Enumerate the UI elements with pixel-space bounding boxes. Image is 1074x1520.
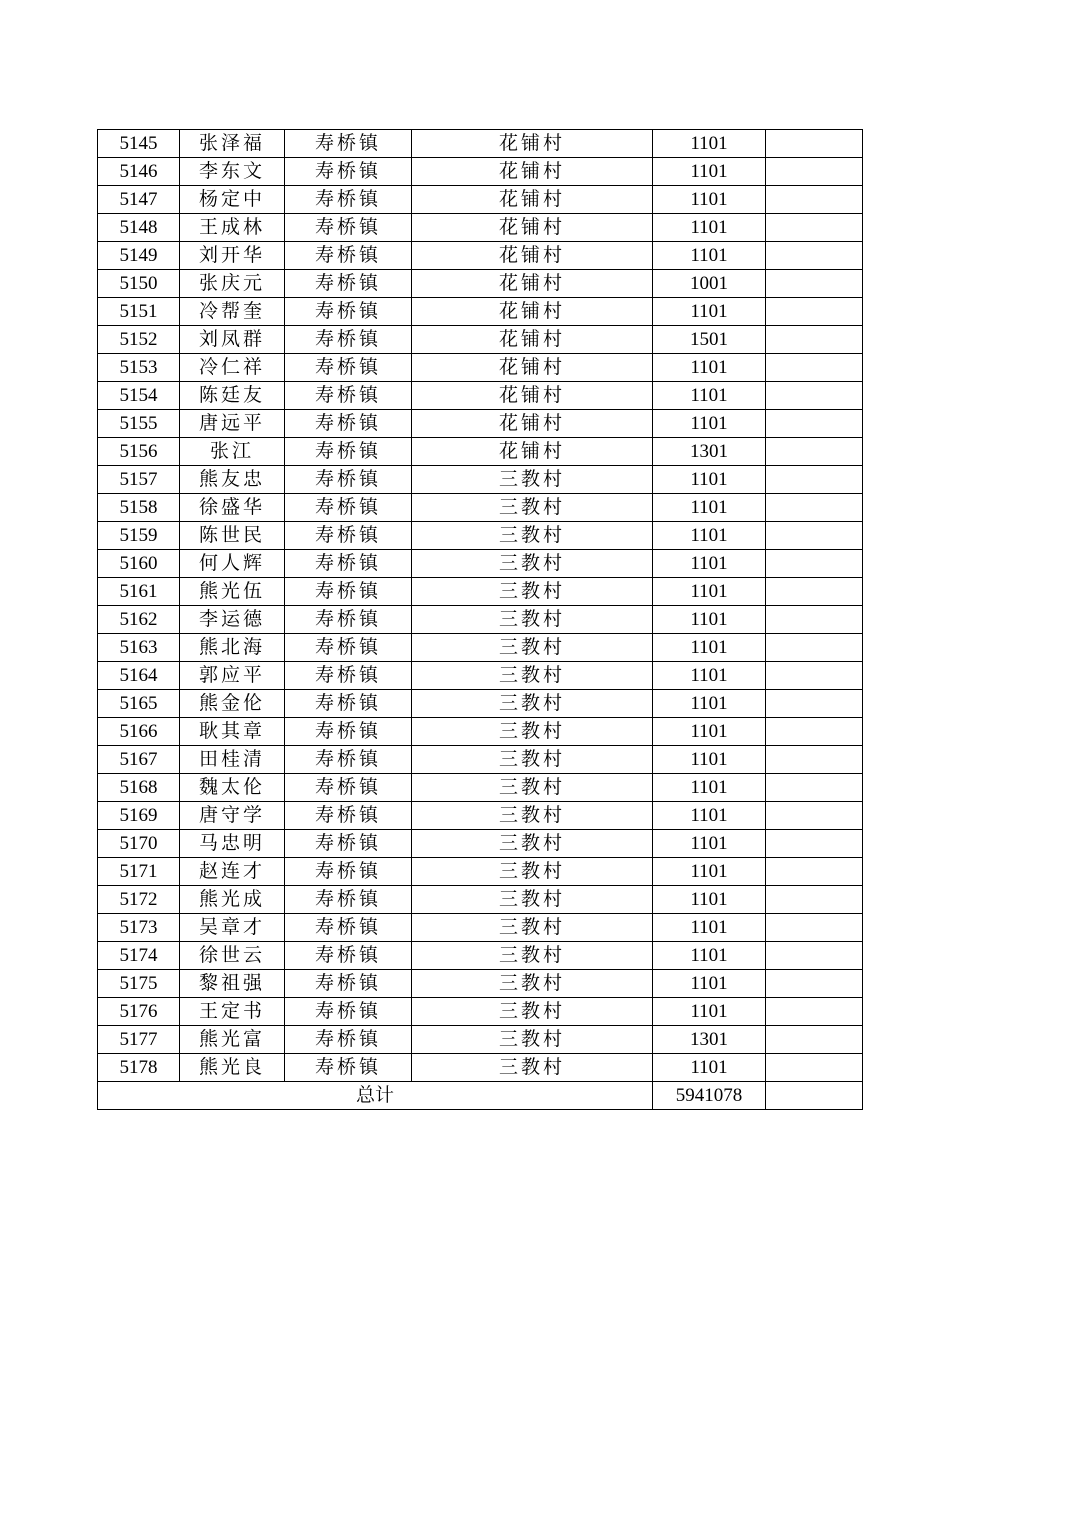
cell-blank <box>766 550 863 578</box>
cell-amount: 1101 <box>653 858 766 886</box>
cell-amount: 1101 <box>653 550 766 578</box>
table-row <box>98 718 863 746</box>
cell-name: 张泽福 <box>180 130 285 158</box>
table-row <box>98 830 863 858</box>
table-row <box>98 550 863 578</box>
cell-number: 5156 <box>98 438 180 466</box>
cell-amount: 1301 <box>653 438 766 466</box>
cell-name: 陈世民 <box>180 522 285 550</box>
table-body <box>98 130 863 1082</box>
cell-number: 5147 <box>98 186 180 214</box>
cell-village: 花铺村 <box>412 214 653 242</box>
cell-village: 花铺村 <box>412 298 653 326</box>
cell-village: 三教村 <box>412 830 653 858</box>
cell-amount: 1101 <box>653 718 766 746</box>
cell-number: 5161 <box>98 578 180 606</box>
cell-name: 张江 <box>180 438 285 466</box>
data-table <box>97 129 863 1110</box>
cell-village: 三教村 <box>412 774 653 802</box>
table-row <box>98 1026 863 1054</box>
cell-blank <box>766 438 863 466</box>
cell-amount: 1101 <box>653 1054 766 1082</box>
cell-name: 李东文 <box>180 158 285 186</box>
cell-village: 三教村 <box>412 634 653 662</box>
cell-name: 熊金伦 <box>180 690 285 718</box>
cell-village: 三教村 <box>412 886 653 914</box>
cell-amount: 1101 <box>653 774 766 802</box>
table-row <box>98 270 863 298</box>
cell-blank <box>766 578 863 606</box>
table-row <box>98 1054 863 1082</box>
cell-name: 王定书 <box>180 998 285 1026</box>
cell-blank <box>766 802 863 830</box>
cell-town: 寿桥镇 <box>285 690 412 718</box>
cell-village: 花铺村 <box>412 186 653 214</box>
cell-number: 5172 <box>98 886 180 914</box>
cell-town: 寿桥镇 <box>285 662 412 690</box>
table-row <box>98 970 863 998</box>
cell-blank <box>766 130 863 158</box>
cell-name: 熊光良 <box>180 1054 285 1082</box>
cell-blank <box>766 970 863 998</box>
table-row <box>98 466 863 494</box>
cell-number: 5173 <box>98 914 180 942</box>
cell-number: 5166 <box>98 718 180 746</box>
cell-number: 5169 <box>98 802 180 830</box>
cell-amount: 1101 <box>653 942 766 970</box>
table-row <box>98 942 863 970</box>
cell-village: 花铺村 <box>412 270 653 298</box>
cell-amount: 1101 <box>653 382 766 410</box>
cell-amount: 1101 <box>653 606 766 634</box>
table-row <box>98 886 863 914</box>
cell-blank <box>766 662 863 690</box>
cell-amount: 1101 <box>653 214 766 242</box>
cell-number: 5145 <box>98 130 180 158</box>
cell-amount: 1101 <box>653 130 766 158</box>
cell-amount: 1101 <box>653 494 766 522</box>
cell-blank <box>766 718 863 746</box>
cell-name: 田桂清 <box>180 746 285 774</box>
cell-village: 花铺村 <box>412 130 653 158</box>
cell-town: 寿桥镇 <box>285 830 412 858</box>
cell-name: 耿其章 <box>180 718 285 746</box>
cell-name: 张庆元 <box>180 270 285 298</box>
cell-village: 花铺村 <box>412 438 653 466</box>
cell-village: 三教村 <box>412 718 653 746</box>
cell-amount: 1101 <box>653 886 766 914</box>
cell-amount: 1101 <box>653 466 766 494</box>
cell-number: 5157 <box>98 466 180 494</box>
cell-number: 5151 <box>98 298 180 326</box>
cell-number: 5168 <box>98 774 180 802</box>
total-row <box>98 1082 863 1110</box>
cell-village: 花铺村 <box>412 326 653 354</box>
cell-village: 三教村 <box>412 1054 653 1082</box>
cell-village: 三教村 <box>412 998 653 1026</box>
cell-number: 5171 <box>98 858 180 886</box>
cell-name: 熊光富 <box>180 1026 285 1054</box>
cell-name: 何人辉 <box>180 550 285 578</box>
cell-village: 三教村 <box>412 970 653 998</box>
cell-amount: 1101 <box>653 914 766 942</box>
cell-name: 刘开华 <box>180 242 285 270</box>
cell-name: 唐远平 <box>180 410 285 438</box>
cell-amount: 1101 <box>653 690 766 718</box>
cell-town: 寿桥镇 <box>285 606 412 634</box>
cell-village: 三教村 <box>412 550 653 578</box>
cell-number: 5164 <box>98 662 180 690</box>
cell-number: 5158 <box>98 494 180 522</box>
cell-number: 5146 <box>98 158 180 186</box>
cell-name: 魏太伦 <box>180 774 285 802</box>
cell-village: 花铺村 <box>412 410 653 438</box>
cell-town: 寿桥镇 <box>285 746 412 774</box>
cell-town: 寿桥镇 <box>285 354 412 382</box>
cell-amount: 1501 <box>653 326 766 354</box>
cell-number: 5178 <box>98 1054 180 1082</box>
table-row <box>98 494 863 522</box>
cell-amount: 1101 <box>653 634 766 662</box>
table-row <box>98 914 863 942</box>
cell-blank <box>766 942 863 970</box>
cell-village: 三教村 <box>412 578 653 606</box>
cell-town: 寿桥镇 <box>285 326 412 354</box>
cell-name: 徐盛华 <box>180 494 285 522</box>
table-row <box>98 242 863 270</box>
cell-number: 5155 <box>98 410 180 438</box>
cell-number: 5167 <box>98 746 180 774</box>
cell-number: 5177 <box>98 1026 180 1054</box>
cell-town: 寿桥镇 <box>285 438 412 466</box>
cell-village: 三教村 <box>412 746 653 774</box>
cell-amount: 1101 <box>653 298 766 326</box>
cell-number: 5159 <box>98 522 180 550</box>
table-row <box>98 802 863 830</box>
cell-village: 三教村 <box>412 662 653 690</box>
table-row <box>98 606 863 634</box>
cell-number: 5152 <box>98 326 180 354</box>
cell-number: 5153 <box>98 354 180 382</box>
cell-amount: 1101 <box>653 662 766 690</box>
cell-amount: 1101 <box>653 186 766 214</box>
cell-blank <box>766 494 863 522</box>
cell-name: 冷仁祥 <box>180 354 285 382</box>
cell-town: 寿桥镇 <box>285 1054 412 1082</box>
cell-blank <box>766 242 863 270</box>
cell-town: 寿桥镇 <box>285 1026 412 1054</box>
cell-name: 熊光伍 <box>180 578 285 606</box>
table-row <box>98 354 863 382</box>
cell-town: 寿桥镇 <box>285 298 412 326</box>
cell-name: 马忠明 <box>180 830 285 858</box>
cell-town: 寿桥镇 <box>285 970 412 998</box>
cell-town: 寿桥镇 <box>285 942 412 970</box>
cell-name: 熊友忠 <box>180 466 285 494</box>
cell-town: 寿桥镇 <box>285 186 412 214</box>
table-row <box>98 438 863 466</box>
cell-amount: 1101 <box>653 578 766 606</box>
table-row <box>98 410 863 438</box>
cell-blank <box>766 158 863 186</box>
cell-town: 寿桥镇 <box>285 466 412 494</box>
cell-town: 寿桥镇 <box>285 886 412 914</box>
cell-blank <box>766 774 863 802</box>
cell-blank <box>766 606 863 634</box>
cell-village: 花铺村 <box>412 242 653 270</box>
cell-village: 三教村 <box>412 858 653 886</box>
cell-blank <box>766 1026 863 1054</box>
cell-town: 寿桥镇 <box>285 774 412 802</box>
table-row <box>98 998 863 1026</box>
cell-name: 唐守学 <box>180 802 285 830</box>
cell-name: 李运德 <box>180 606 285 634</box>
cell-blank <box>766 270 863 298</box>
cell-village: 三教村 <box>412 802 653 830</box>
cell-blank <box>766 214 863 242</box>
cell-name: 王成林 <box>180 214 285 242</box>
cell-town: 寿桥镇 <box>285 158 412 186</box>
cell-blank <box>766 690 863 718</box>
cell-town: 寿桥镇 <box>285 130 412 158</box>
cell-town: 寿桥镇 <box>285 242 412 270</box>
cell-village: 三教村 <box>412 1026 653 1054</box>
cell-town: 寿桥镇 <box>285 522 412 550</box>
cell-name: 刘凤群 <box>180 326 285 354</box>
cell-village: 三教村 <box>412 494 653 522</box>
table-row <box>98 186 863 214</box>
table-row <box>98 214 863 242</box>
cell-number: 5175 <box>98 970 180 998</box>
cell-town: 寿桥镇 <box>285 718 412 746</box>
cell-town: 寿桥镇 <box>285 578 412 606</box>
cell-amount: 1101 <box>653 830 766 858</box>
cell-amount: 1001 <box>653 270 766 298</box>
cell-number: 5148 <box>98 214 180 242</box>
cell-town: 寿桥镇 <box>285 270 412 298</box>
cell-name: 陈廷友 <box>180 382 285 410</box>
cell-name: 吴章才 <box>180 914 285 942</box>
cell-blank <box>766 886 863 914</box>
cell-name: 熊光成 <box>180 886 285 914</box>
table-row <box>98 746 863 774</box>
total-amount: 5941078 <box>653 1082 766 1110</box>
cell-blank <box>766 858 863 886</box>
table-row <box>98 158 863 186</box>
cell-name: 冷帮奎 <box>180 298 285 326</box>
cell-amount: 1101 <box>653 802 766 830</box>
cell-number: 5150 <box>98 270 180 298</box>
cell-blank <box>766 466 863 494</box>
cell-name: 赵连才 <box>180 858 285 886</box>
cell-blank <box>766 998 863 1026</box>
table-row <box>98 326 863 354</box>
table-row <box>98 858 863 886</box>
cell-number: 5165 <box>98 690 180 718</box>
cell-number: 5160 <box>98 550 180 578</box>
cell-amount: 1101 <box>653 410 766 438</box>
cell-amount: 1101 <box>653 354 766 382</box>
cell-blank <box>766 298 863 326</box>
cell-village: 花铺村 <box>412 158 653 186</box>
cell-number: 5170 <box>98 830 180 858</box>
cell-blank <box>766 830 863 858</box>
cell-blank <box>766 410 863 438</box>
cell-name: 郭应平 <box>180 662 285 690</box>
total-label: 总计 <box>98 1082 653 1110</box>
cell-town: 寿桥镇 <box>285 634 412 662</box>
cell-number: 5176 <box>98 998 180 1026</box>
cell-town: 寿桥镇 <box>285 410 412 438</box>
cell-number: 5174 <box>98 942 180 970</box>
table-row <box>98 298 863 326</box>
cell-town: 寿桥镇 <box>285 802 412 830</box>
cell-blank <box>766 326 863 354</box>
cell-number: 5149 <box>98 242 180 270</box>
cell-amount: 1101 <box>653 242 766 270</box>
cell-village: 三教村 <box>412 606 653 634</box>
cell-blank <box>766 634 863 662</box>
cell-town: 寿桥镇 <box>285 998 412 1026</box>
total-blank-cell <box>766 1082 863 1110</box>
cell-town: 寿桥镇 <box>285 914 412 942</box>
cell-village: 三教村 <box>412 690 653 718</box>
cell-name: 徐世云 <box>180 942 285 970</box>
table-row <box>98 382 863 410</box>
cell-village: 三教村 <box>412 942 653 970</box>
cell-blank <box>766 1054 863 1082</box>
cell-number: 5162 <box>98 606 180 634</box>
cell-amount: 1101 <box>653 998 766 1026</box>
cell-town: 寿桥镇 <box>285 550 412 578</box>
cell-village: 三教村 <box>412 914 653 942</box>
cell-blank <box>766 382 863 410</box>
cell-blank <box>766 522 863 550</box>
cell-number: 5154 <box>98 382 180 410</box>
cell-village: 花铺村 <box>412 354 653 382</box>
cell-amount: 1101 <box>653 522 766 550</box>
cell-amount: 1101 <box>653 746 766 774</box>
cell-town: 寿桥镇 <box>285 858 412 886</box>
table-row <box>98 130 863 158</box>
table-row <box>98 522 863 550</box>
cell-town: 寿桥镇 <box>285 214 412 242</box>
cell-village: 三教村 <box>412 522 653 550</box>
table-row <box>98 662 863 690</box>
cell-blank <box>766 914 863 942</box>
cell-name: 黎祖强 <box>180 970 285 998</box>
cell-amount: 1101 <box>653 158 766 186</box>
cell-blank <box>766 186 863 214</box>
table-row <box>98 690 863 718</box>
cell-name: 熊北海 <box>180 634 285 662</box>
cell-name: 杨定中 <box>180 186 285 214</box>
cell-blank <box>766 354 863 382</box>
cell-amount: 1301 <box>653 1026 766 1054</box>
cell-village: 三教村 <box>412 466 653 494</box>
table-row <box>98 774 863 802</box>
table-row <box>98 634 863 662</box>
table-row <box>98 578 863 606</box>
cell-blank <box>766 746 863 774</box>
cell-town: 寿桥镇 <box>285 382 412 410</box>
cell-number: 5163 <box>98 634 180 662</box>
cell-amount: 1101 <box>653 970 766 998</box>
cell-village: 花铺村 <box>412 382 653 410</box>
cell-town: 寿桥镇 <box>285 494 412 522</box>
